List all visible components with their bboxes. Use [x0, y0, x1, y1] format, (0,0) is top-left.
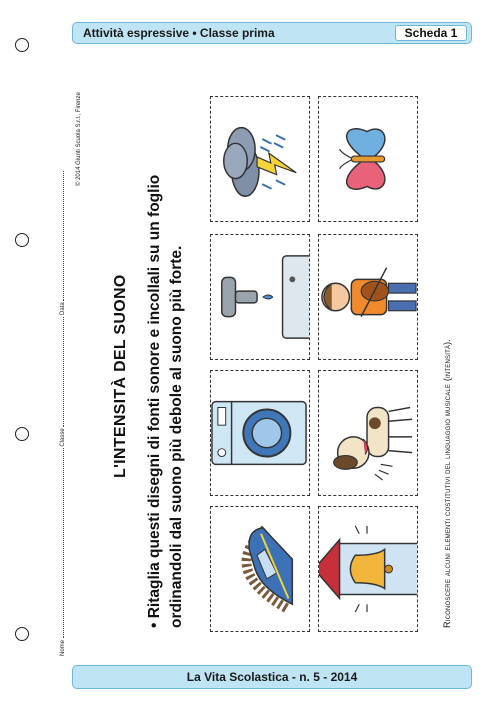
page-header — [72, 22, 472, 44]
binder-hole — [15, 38, 29, 52]
instruction-line-1: • Ritaglia questi disegni di fonti sonore e incollali su un foglio — [146, 174, 163, 628]
butterfly-card[interactable] — [318, 96, 418, 222]
storm-cloud-card[interactable] — [210, 96, 310, 222]
page-title: L'INTENSITÀ DEL SUONO — [112, 274, 129, 478]
dripping-faucet-icon — [211, 235, 309, 359]
student-info-line — [58, 171, 66, 656]
train-card[interactable] — [210, 506, 310, 632]
barking-dog-icon — [319, 371, 417, 495]
class-label: Classe — [60, 428, 66, 447]
page-footer — [72, 665, 472, 689]
boy-violin-card[interactable] — [318, 234, 418, 360]
ringing-bell-card[interactable] — [318, 506, 418, 632]
date-field[interactable] — [58, 171, 64, 301]
class-field[interactable] — [58, 317, 64, 427]
washing-machine-icon — [211, 371, 309, 495]
footer-text: La Vita Scolastica - n. 5 - 2014 — [186, 670, 358, 684]
name-field[interactable] — [58, 448, 64, 638]
storm-cloud-icon — [211, 97, 309, 221]
dripping-faucet-card[interactable] — [210, 234, 310, 360]
binder-hole — [15, 427, 29, 441]
washing-machine-card[interactable] — [210, 370, 310, 496]
learning-goal: Riconoscere alcuni elementi costitutivi del linguaggio musicale (intensità). — [442, 338, 452, 628]
ringing-bell-icon — [319, 507, 417, 631]
instruction-line-2: ordinandoli dal suono più debole al suono più forte. — [168, 245, 185, 628]
binder-hole — [15, 233, 29, 247]
copyright-notice: © 2014 Giunti Scuola S.r.l., Firenze — [76, 92, 82, 186]
header-title: Attività espressive • Classe prima — [83, 26, 275, 40]
name-label: Nome — [60, 639, 66, 656]
train-icon — [211, 507, 309, 631]
sheet-label: Scheda 1 — [395, 25, 467, 41]
binder-hole — [15, 627, 29, 641]
date-label: Data — [60, 302, 66, 315]
butterfly-icon — [319, 97, 417, 221]
barking-dog-card[interactable] — [318, 370, 418, 496]
boy-violin-icon — [319, 235, 417, 359]
